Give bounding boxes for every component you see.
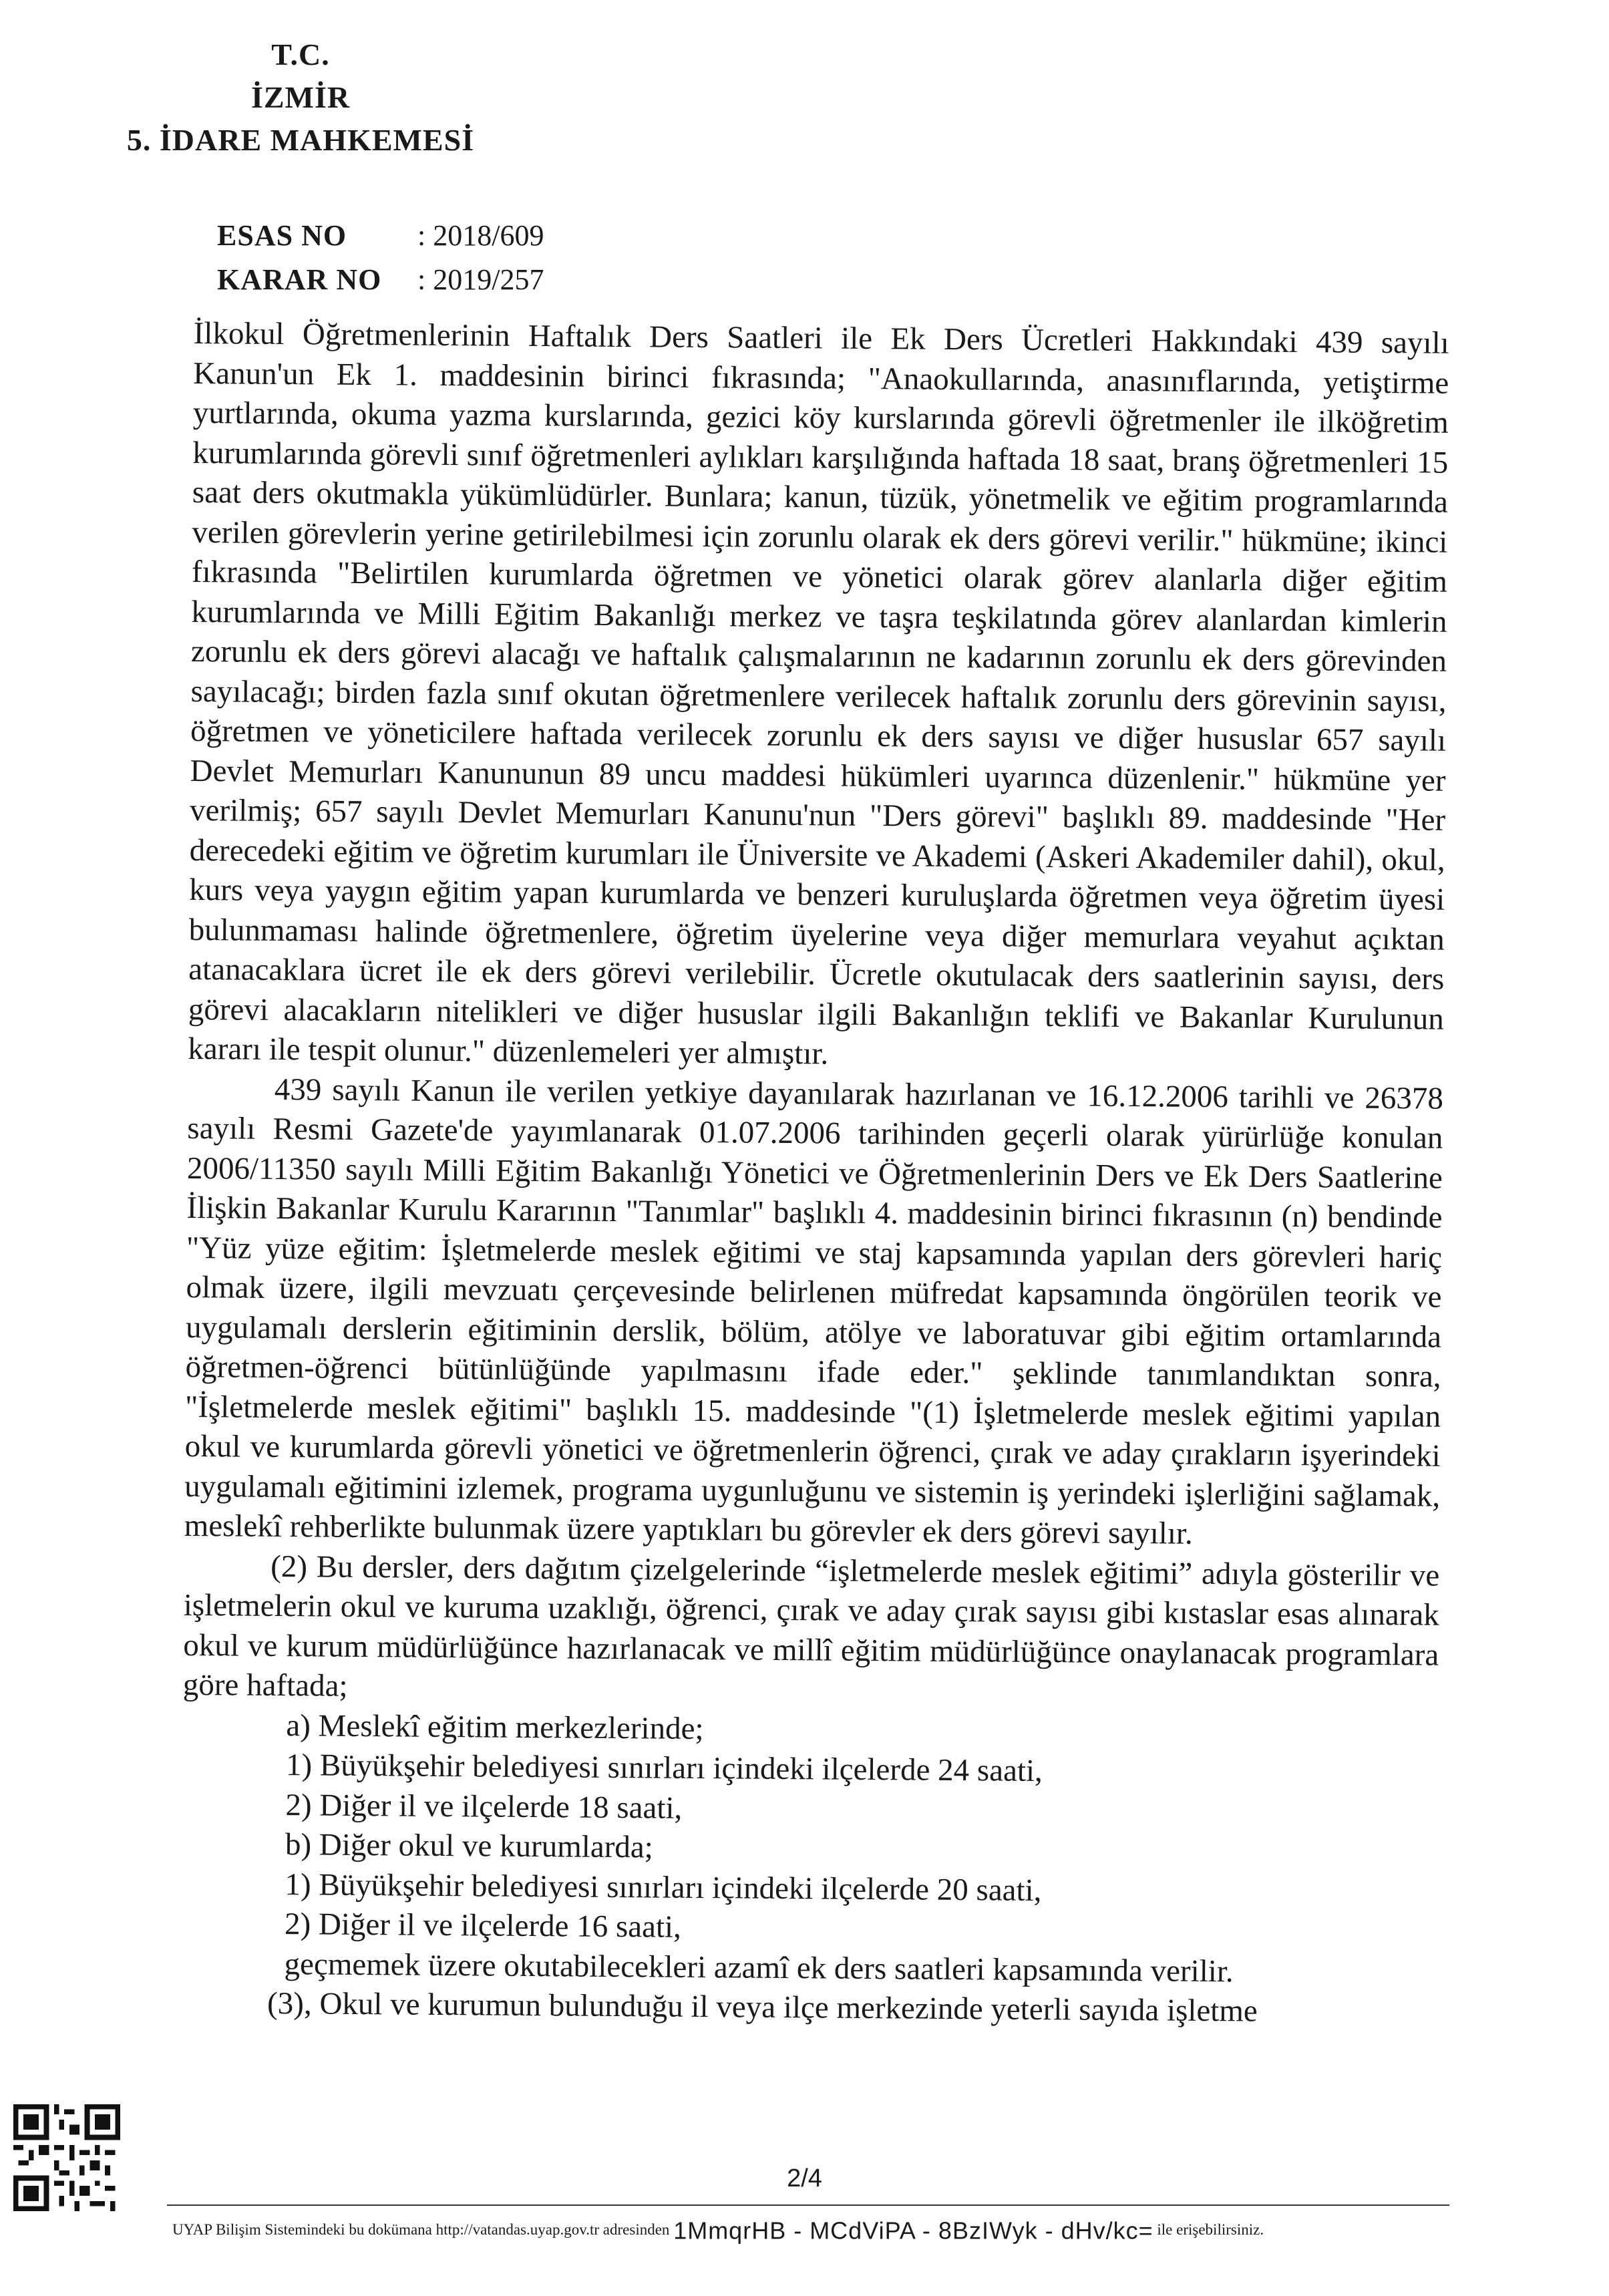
case-references [217,214,544,302]
page-number: 2/4 [787,2164,822,2192]
esas-row [217,214,544,258]
karar-value: : 2019/257 [417,263,544,296]
footer-divider [167,2204,1449,2206]
header-city: İZMİR [250,80,351,114]
header-court: 5. İDARE MAHKEMESİ [126,123,475,157]
footer-verification [172,2217,1475,2245]
decision-body [180,314,1449,2033]
list-item: 2) Diğer il ve ilçelerde 18 saati, [285,1787,683,1826]
paragraph-3: (2) Bu dersler, ders dağıtım çizelgelerinde “işletmelerde meslek eğitimi” adıyla gösterilir ve işletmelerin okul ve kuruma uzaklığı, öğrenci, çırak ve aday çırak sayısı gibi kıstaslar esas alınarak okul ve kurum müdürlüğünce hazırlanacak ve millî eğitim müdürlüğünce onaylanacak programlara göre haftada; [182,1548,1440,1703]
list-item: 1) Büyükşehir belediyesi sınırları içindeki ilçelerde 20 saati, [285,1866,1042,1908]
list-item: a) Meslekî eğitim merkezlerinde; [286,1707,704,1746]
list-item: 2) Diğer il ve ilçelerde 16 saati, [284,1907,682,1945]
paragraph-4: (3), Okul ve kurumun bulunduğu il veya ilçe merkezinde yeterli sayıda işletme [266,1985,1258,2029]
karar-label: KARAR NO [217,263,382,296]
esas-label: ESAS NO [217,219,347,252]
paragraph-1: İlkokul Öğretmenlerinin Haftalık Ders Saatleri ile Ek Ders Ücretleri Hakkındaki 439 sayılı Kanun'un Ek 1. maddesinin birinci fıkrasında; "Anaokullarında, anasınıflarında, yetiştirme yurtlarında, okuma yazma kurslarında, gezici köy kurslarında görevli öğretmenler ile ilköğretim kurumlarında görevli sınıf öğretmenleri aylıkları karşılığında haftada 18 saat, branş öğretmenleri 15 saat ders okutmakla yükümlüdürler. Bunlara; kanun, tüzük, yönetmelik ve eğitim programlarında verilen görevlerin yerine getirilebilmesi için zorunlu olarak ek ders görevi verilir." hükmüne; ikinci fıkrasında "Belirtilen kurumlarda öğretmen ve yönetici olarak görev alanlarla diğer eğitim kurumlarında ve Milli Eğitim Bakanlığı merkez ve taşra teşkilatında görev alanlardan kimlerin zorunlu ek ders görevi alacağı ve haftalık çalışmalarının ne kadarının zorunlu ek ders görevinden sayılacağı; birden fazla sınıf okutan öğretmenlere verilecek haftalık zorunlu ders görevinin sayısı, öğretmen ve yöneticilere haftada verilecek zorunlu ek ders sayısı ve diğer hususlar 657 sayılı Devlet Memurları Kanununun 89 uncu maddesi hükümleri uyarınca düzenlenir." hükmüne yer verilmiş; 657 sayılı Devlet Memurları Kanunu'nun "Ders görevi" başlıklı 89. maddesinde "Her derecedeki eğitim ve öğretim kurumları ile Üniversite ve Akademi (Askeri Akademiler dahil), okul, kurs veya yaygın eğitim yapan kurumlarda ve benzeri kuruluşlarda öğretmen veya öğretim üyesi bulunmaması halinde öğretmenlere, öğretim üyelerine veya diğer memurlara veyahut açıktan atanacaklara ücret ile ek ders görevi verilebilir. Ücretle okutulacak ders saatlerinin sayısı, ders görevi alacakların nitelikleri ve diğer hususlar ilgili Bakanlığın teklifi ve Bakanlar Kurulunun kararı ile tespit olunur." düzenlemeleri yer almıştır. [188,315,1449,1072]
list-item: b) Diğer okul ve kurumlarda; [285,1827,653,1865]
verification-code: 1MmqrHB - MCdViPA - 8BzIWyk - dHv/kc= [673,2217,1153,2245]
list-item: geçmemek üzere okutabilecekleri azamî ek ders saatleri kapsamında verilir. [284,1946,1234,1989]
header-tc: T.C. [271,37,330,71]
qr-code-icon [13,2104,120,2211]
esas-value: : 2018/609 [417,219,544,252]
karar-row [217,258,544,302]
list-item: 1) Büyükşehir belediyesi sınırları içindeki ilçelerde 24 saati, [285,1748,1043,1789]
footer-text-after: ile erişebilirsiniz. [1157,2221,1264,2238]
paragraph-2: 439 sayılı Kanun ile verilen yetkiye dayanılarak hazırlanan ve 16.12.2006 tarihli ve 26378 sayılı Resmi Gazete'de yayımlanarak 01.07.2006 tarihinden geçerli olarak yürürlüğe konulan 2006/11350 sayılı Milli Eğitim Bakanlığı Yönetici ve Öğretmenlerinin Ders ve Ek Ders Saatlerine İlişkin Bakanlar Kurulu Kararının "Tanımlar" başlıklı 4. maddesinin birinci fıkrasının (n) bendinde "Yüz yüze eğitim: İşletmelerde meslek eğitimi ve staj kapsamında yapılan ders görevleri hariç olmak üzere, ilgili mevzuatı çerçevesinde belirlenen müfredat kapsamında öngörülen teorik ve uygulamalı derslerin eğitiminin derslik, bölüm, atölye ve laboratuvar gibi eğitim ortamlarında öğretmen-öğrenci bütünlüğünde yapılmasını ifade eder." şeklinde tanımlandıktan sonra, "İşletmelerde meslek eğitimi" başlıklı 15. maddesinde "(1) İşletmelerde meslek eğitimi yapılan okul ve kurumlarda görevli yönetici ve öğretmenlerin öğrenci, çırak ve aday çırakların işyerindeki uygulamalı eğitimini izlemek, programa uygunluğunu ve sistemin iş yerindeki işlerliğini sağlamak, meslekî rehberlikte bulunmak üzere yaptıkları bu görevler ek ders görevi sayılır. [184,1072,1444,1551]
court-header [0,33,601,162]
footer-text-before: UYAP Bilişim Sistemindeki bu dokümana http://vatandas.uyap.gov.tr adresinden [172,2221,670,2238]
